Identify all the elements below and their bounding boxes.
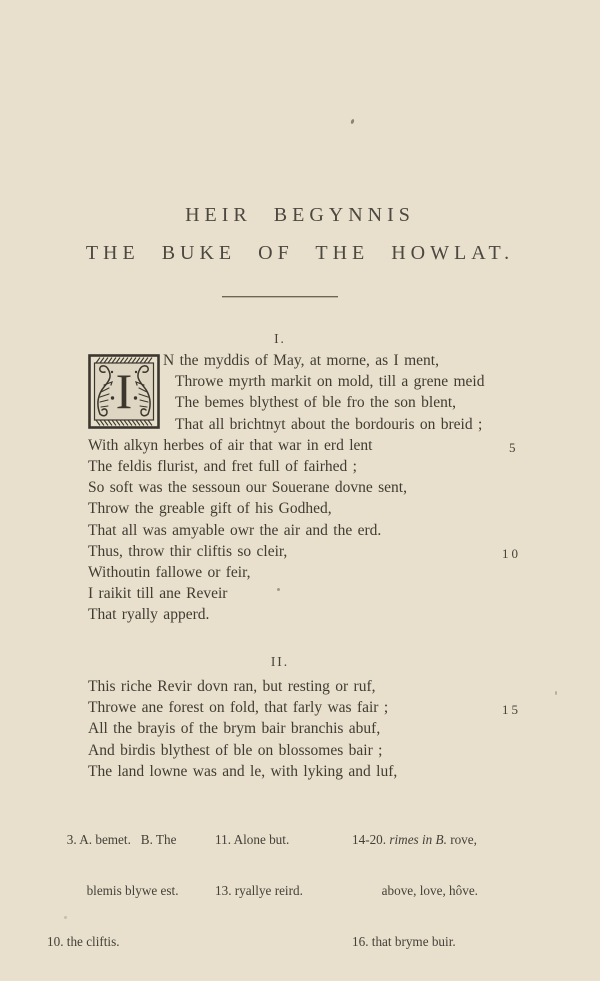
footnote-column-2 <box>215 797 303 933</box>
poem-line: That all brichtnyt about the bordouris on breid ; <box>175 415 483 433</box>
footnote-line <box>352 831 478 848</box>
drop-cap-woodcut <box>88 354 160 429</box>
poem-line: Throw the greable gift of his Godhed, <box>88 500 332 518</box>
paper-speck <box>350 119 355 125</box>
section-heading-1: I. <box>274 331 286 346</box>
poem-line: Thus, throw thir cliftis so cleir, <box>88 542 288 560</box>
poem-line: Withoutin fallowe or feir, <box>88 564 251 582</box>
footnote-column-3 <box>352 797 478 981</box>
poem-line: That ryally apperd. <box>88 606 210 624</box>
footnote-column-1 <box>47 797 179 981</box>
poem-line: This riche Revir dovn ran, but resting or ruf, <box>88 678 376 695</box>
poem-line: That all was amyable owr the air and the erd. <box>88 521 382 539</box>
footnote-italic-note: rimes in B. <box>389 832 447 847</box>
footnote-line: 3. A. bemet. B. The <box>47 832 177 847</box>
stanza-2 <box>88 676 521 782</box>
poem-line: Throwe ane forest on fold, that farly was fair ; <box>88 699 389 717</box>
section-heading-2: II. <box>270 654 290 669</box>
poem-line: With alkyn herbes of air that war in erd lent <box>88 436 373 454</box>
footnote-text: rove, <box>446 832 477 847</box>
poem-line: N the myddis of May, at morne, as I ment, <box>163 352 439 369</box>
poem-line: The land lowne was and le, with lyking and luf, <box>88 762 398 780</box>
footnote-line: 16. that bryme buir. <box>352 934 456 949</box>
poem-line: All the brayis of the brym bair branchis abuf, <box>88 720 381 738</box>
title-line-2: THE BUKE OF THE HOWLAT. <box>85 242 515 264</box>
stanza-1: I N the myddis of May, at morne, as I ment, Throwe myrth markit on mold, till a grene meid The bemes blythest of ble fro the son blent, That all brichtnyt about the bordouris on breid ; With alkyn herbes of air that war in erd lent 5 The feldis flurist, and fret full of fairhed ; So soft was the sessoun our Souerane dovne sent, Throw the greable gift of his Godhed, That all was amyable owr the air and the erd. Thus, throw thir cliftis so cleir, 10 Withoutin fallowe or feir, I raikit till ane Reveir That ryally apperd. <box>88 352 521 624</box>
poem-line: So soft was the sessoun our Souerane dovne sent, <box>88 479 407 497</box>
footnote-ref: 14-20. <box>352 832 390 847</box>
ornamental-rule <box>222 296 338 297</box>
line-number: 10 <box>502 545 521 561</box>
poem-line: The feldis flurist, and fret full of fairhed ; <box>88 458 357 476</box>
title-line-1: HEIR BEGYNNIS <box>185 204 415 226</box>
footnote-line: blemis blywe est. <box>47 883 179 898</box>
poem-line: And birdis blythest of ble on blossomes bair ; <box>88 741 383 759</box>
line-number: 15 <box>502 702 521 718</box>
poem-line: Throwe myrth markit on mold, till a grene meid <box>175 373 485 391</box>
footnote-line: 10. the cliftis. <box>47 934 120 949</box>
footnote-line: 13. ryallye reird. <box>215 883 303 898</box>
footnote-line: above, love, hôve. <box>352 883 478 898</box>
page-title <box>0 196 600 272</box>
poem-line: The bemes blythest of ble fro the son blent, <box>175 394 457 412</box>
footnote-line: 11. Alone but. <box>215 832 290 847</box>
drop-cap-letter: I <box>115 363 133 419</box>
paper-speck <box>555 691 557 695</box>
poem-line: I raikit till ane Reveir <box>88 585 228 603</box>
